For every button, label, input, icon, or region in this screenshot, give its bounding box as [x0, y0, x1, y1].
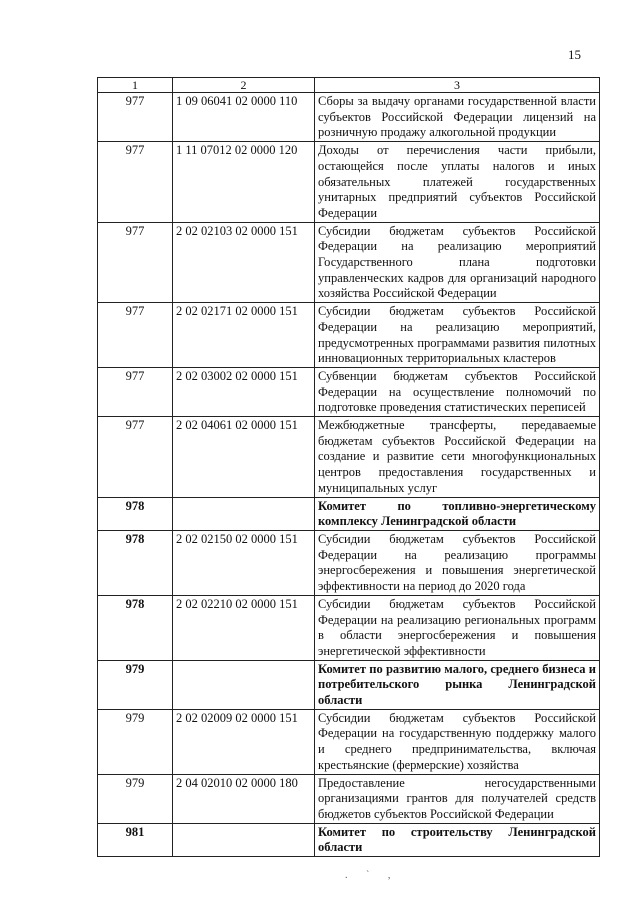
admin-code-cell: 979: [98, 774, 173, 823]
table-row: [98, 530, 600, 595]
revenue-code-cell: 2 02 04061 02 0000 151: [173, 417, 315, 498]
admin-code-cell: 978: [98, 497, 173, 530]
revenue-code-cell: [173, 660, 315, 709]
table-row: [98, 222, 600, 303]
admin-code-cell: 977: [98, 417, 173, 498]
admin-code-cell: 978: [98, 530, 173, 595]
description-cell: Межбюджетные трансферты, передаваемые бюджетам субъектов Российской Федерации на создание и развитие сети многофункциональных центров предоставления государственных и муниципальных услуг: [315, 417, 600, 498]
column-header-1: 1: [98, 78, 173, 93]
description-cell: Субсидии бюджетам субъектов Российской Федерации на реализацию мероприятий, предусмотренных программами развития пилотных инновационных территориальных кластеров: [315, 303, 600, 368]
description-cell: Комитет по развитию малого, среднего бизнеса и потребительского рынка Ленинградской области: [315, 660, 600, 709]
description-cell: Комитет по топливно-энергетическому комплексу Ленинградской области: [315, 497, 600, 530]
revenue-code-cell: [173, 823, 315, 856]
revenue-code-cell: 1 09 06041 02 0000 110: [173, 93, 315, 142]
column-header-3: 3: [315, 78, 600, 93]
admin-code-cell: 977: [98, 142, 173, 223]
section-header-row: [98, 660, 600, 709]
table-row: [98, 367, 600, 416]
revenue-code-cell: 2 02 02150 02 0000 151: [173, 530, 315, 595]
description-cell: Субсидии бюджетам субъектов Российской Федерации на государственную поддержку малого и среднего предпринимательства, включая крестьянские (фермерские) хозяйства: [315, 709, 600, 774]
description-cell: Субсидии бюджетам субъектов Российской Федерации на реализацию программы энергосбережения и повышения энергетической эффективности на период до 2020 года: [315, 530, 600, 595]
revenue-code-cell: [173, 497, 315, 530]
revenue-code-cell: 2 02 02103 02 0000 151: [173, 222, 315, 303]
description-cell: Субсидии бюджетам субъектов Российской Федерации на реализацию региональных программ в области энергосбережения и повышения энергетической эффективности: [315, 595, 600, 660]
revenue-code-cell: 2 02 02009 02 0000 151: [173, 709, 315, 774]
revenue-code-cell: 1 11 07012 02 0000 120: [173, 142, 315, 223]
revenue-code-cell: 2 02 02210 02 0000 151: [173, 595, 315, 660]
description-cell: Комитет по строительству Ленинградской области: [315, 823, 600, 856]
table-row: [98, 303, 600, 368]
revenue-code-cell: 2 04 02010 02 0000 180: [173, 774, 315, 823]
table-row: [98, 709, 600, 774]
admin-code-cell: 977: [98, 93, 173, 142]
admin-code-cell: 981: [98, 823, 173, 856]
table-row: [98, 142, 600, 223]
admin-code-cell: 977: [98, 222, 173, 303]
table-row: [98, 93, 600, 142]
table-row: [98, 774, 600, 823]
admin-code-cell: 977: [98, 367, 173, 416]
section-header-row: [98, 823, 600, 856]
revenue-code-cell: 2 02 03002 02 0000 151: [173, 367, 315, 416]
admin-code-cell: 979: [98, 709, 173, 774]
table-row: [98, 417, 600, 498]
column-header-2: 2: [173, 78, 315, 93]
table-row: [98, 595, 600, 660]
table-header-row: [98, 78, 600, 93]
admin-code-cell: 979: [98, 660, 173, 709]
description-cell: Субвенции бюджетам субъектов Российской Федерации на осуществление полномочий по подготовке проведения статистических переписей: [315, 367, 600, 416]
description-cell: Доходы от перечисления части прибыли, остающейся после уплаты налогов и иных обязательных платежей государственных унитарных предприятий субъектов Российской Федерации: [315, 142, 600, 223]
description-cell: Субсидии бюджетам субъектов Российской Федерации на реализацию мероприятий Государственного плана подготовки управленческих кадров для организаций народного хозяйства Российской Федерации: [315, 222, 600, 303]
description-cell: Предоставление негосударственными организациями грантов для получателей средств бюджетов субъектов Российской Федерации: [315, 774, 600, 823]
section-header-row: [98, 497, 600, 530]
admin-code-cell: 977: [98, 303, 173, 368]
budget-codes-table: [97, 77, 600, 857]
revenue-code-cell: 2 02 02171 02 0000 151: [173, 303, 315, 368]
description-cell: Сборы за выдачу органами государственной власти субъектов Российской Федерации лицензий на розничную продажу алкогольной продукции: [315, 93, 600, 142]
page-number: 15: [568, 47, 581, 62]
admin-code-cell: 978: [98, 595, 173, 660]
scan-artifact: . ` ,: [345, 870, 399, 881]
